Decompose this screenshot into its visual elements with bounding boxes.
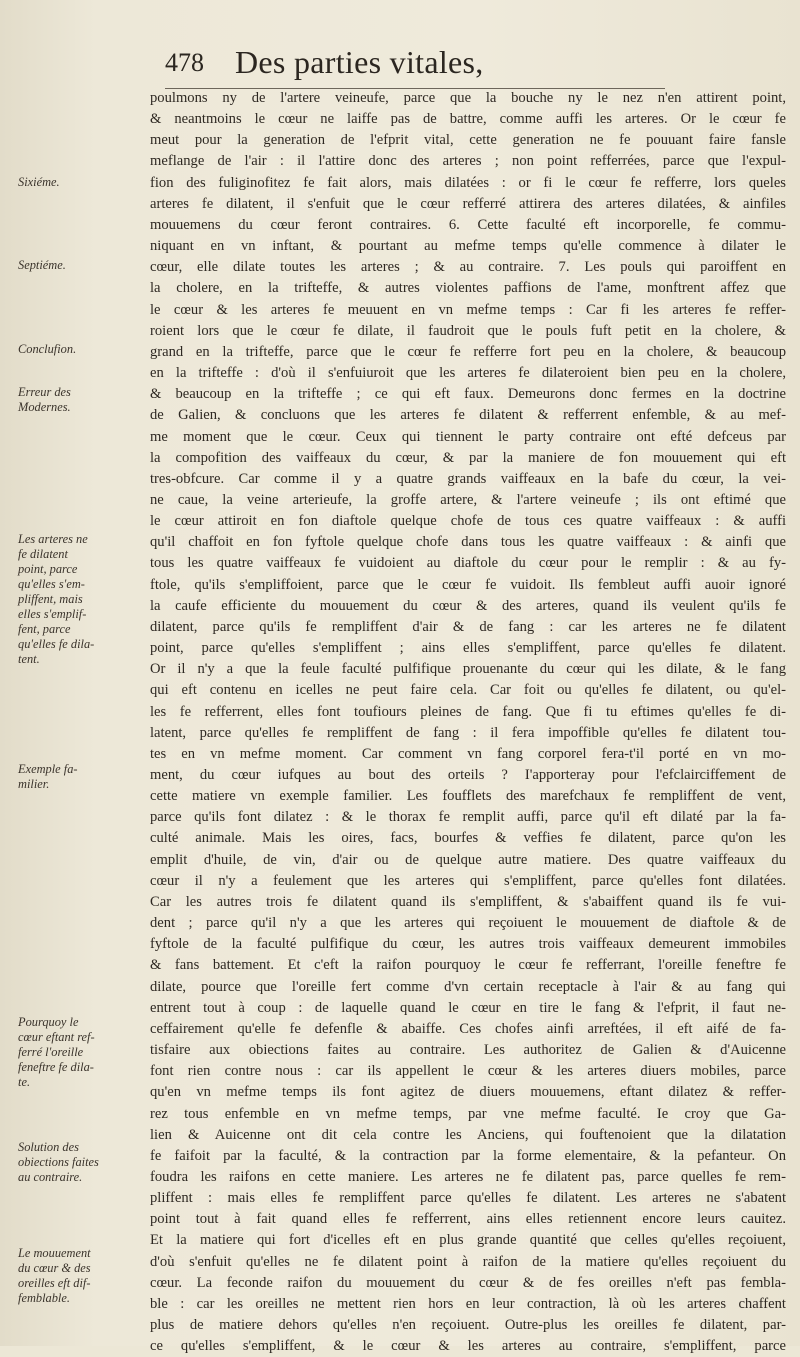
text-line: ble : car les oreilles ne mettent rien hors en leur contraction, là où les arteres chaffent [150, 1295, 786, 1312]
text-line: la cholere, en la trifteffe, & autres violentes paffions de l'ame, monftrent affez que [150, 280, 786, 297]
margin-note-line: au contraire. [18, 1170, 83, 1184]
text-line: le cœur & les arteres fe meuuent en vn mefme temps : Car fi les arteres fe reffer- [150, 301, 786, 318]
margin-note-line: tent. [18, 652, 40, 666]
text-line: la compofition des vaiffeaux du cœur, & par la maniere de fon mouuement qui eft [150, 449, 786, 466]
margin-note-line: Sixiéme. [18, 175, 60, 189]
margin-note-line: Modernes. [18, 400, 71, 414]
text-line: meut pour la generation de l'efprit vital, cette generation ne fe pouuant faire fansle [150, 132, 786, 149]
margin-note-line: oreilles eft dif- [18, 1276, 91, 1290]
text-line: fyftole de la faculté pulfifique du cœur, les autres trois vaiffeaux demeurent immobiles [150, 936, 786, 953]
margin-note-line: te. [18, 1075, 31, 1089]
margin-note-line: point, parce [18, 562, 78, 576]
text-line: dilatent, parce qu'ils fe rempliffent d'air & de fang : car les arteres ne fe dilatent [150, 618, 786, 635]
text-line: tes en vn mefme moment. Car comment vn fang corporel fera-t'il porté en vn mo- [150, 745, 786, 762]
text-line: cœur. La feconde raifon du mouuement du cœur & de fes oreilles n'eft pas fembla- [150, 1274, 786, 1291]
margin-note-line: fent, parce [18, 622, 71, 636]
text-line: culté animale. Mais les oires, facs, bourfes & veffies fe dilatent, parce qu'on les [150, 830, 786, 847]
text-line: tres-obfcure. Car comme il y a quatre grands vaiffeaux en la bafe du cœur, la vei- [150, 470, 786, 487]
text-line: foudra les raifons en cette maniere. Les arteres ne fe dilatent pas, parce quelles fe rem- [150, 1168, 786, 1185]
text-line: & beaucoup en la trifteffe ; ce qui eft faux. Demeurons donc fermes en la doctrine [150, 386, 786, 403]
text-line: qui eft contenu en icelles ne peut faire cela. Car foit ou qu'elles fe dilatent, ou qu'el- [150, 682, 786, 699]
text-line: entrent tout à coup : de laquelle quand le cœur en tire le fang & l'efprit, il faut ne- [150, 999, 786, 1016]
margin-note-pourquoy [18, 1015, 146, 1090]
text-line: les fe refferrent, elles font toufiours pleines de fang. Que fi tu eftimes qu'elles fe di- [150, 703, 786, 720]
text-line: d'où s'enfuit qu'elles ne fe dilatent point à raifon de la matiere qu'elles reçoiuent du [150, 1253, 786, 1270]
text-line: & fans battement. Et c'eft la raifon pourquoy le cœur fe refferrant, l'oreille feneftre fe [150, 957, 786, 974]
margin-note-line: Erreur des [18, 385, 71, 399]
margin-note-line: milier. [18, 777, 50, 791]
text-line: me moment que le cœur. Ceux qui tiennent le party contraire ont efté defceus par [150, 428, 786, 445]
text-line: fion des fuliginofitez fe fait alors, mais dilatées : or fi le cœur fe refferre, lors queles [150, 174, 786, 191]
margin-note-line: fe dilatent [18, 547, 68, 561]
margin-note-line: Le mouuement [18, 1246, 91, 1260]
margin-note-line: elles s'emplif- [18, 607, 87, 621]
text-line: de Galien, & concluons que les arteres fe dilatent & refferrent enfemble, & au mef- [150, 407, 786, 424]
text-line: & neantmoins le cœur ne laiffe pas de battre, comme auffi les arteres. Or le cœur fe [150, 111, 786, 128]
text-line: ce qu'elles s'empliffent, & le cœur & les arteres au contraire, s'empliffent, parce [150, 1338, 786, 1355]
text-line: niquant en vn inftant, & pourtant au mefme temps qu'elle commence à dilater le [150, 238, 786, 255]
text-line: tisfaire aux obiections faites au contraire. Les authoritez de Galien & d'Auicenne [150, 1042, 786, 1059]
margin-note-line: qu'elles s'em- [18, 577, 85, 591]
text-line: arteres fe dilatent, il s'enfuit que le cœur refferré attirera des arteres dilatées, & ainfiles [150, 195, 786, 212]
margin-note-mouvement [18, 1246, 146, 1306]
text-line: cette matiere vn exemple familier. Les foufflets des marefchaux fe rempliffent de vent, [150, 788, 786, 805]
text-line: dilate, pource que l'oreille fert comme d'vn certain receptacle à l'air & au fang qui [150, 978, 786, 995]
text-line: rez tous enfemble en vn mefme temps, par vne mefme faculté. Ie croy que Ga- [150, 1105, 786, 1122]
text-line: point, parce qu'elles s'empliffent ; ains elles s'empliffent, parce qu'elles fe dilatent. [150, 640, 786, 657]
text-line: cœur il n'y a feulement que les arteres qui s'empliffent, parce qu'elles font dilatées. [150, 872, 786, 889]
text-line: cœur, elle dilate toutes les arteres ; & au contraire. 7. Les pouls qui paroiffent en [150, 259, 786, 276]
text-line: ftole, qu'ils s'empliffoient, parce que le cœur fe vuidoit. Ils fembleut auffi auoir ignoré [150, 576, 786, 593]
text-line: mouuemens du cœur feront contraires. 6. Cette faculté eft incorporelle, fe commu- [150, 216, 786, 233]
body-text [150, 88, 786, 1357]
text-line: ne caue, la veine arterieufe, la groffe artere, & l'artere veineufe ; ils ont eftimé que [150, 491, 786, 508]
text-line: tous les quatre vaiffeaux fe vuidoient au diaftole du cœur pour le remplir : & au fy- [150, 555, 786, 572]
margin-note-line: cœur eftant ref- [18, 1030, 95, 1044]
text-line: dent ; parce qu'il n'y a que les arteres qui reçoiuent le mouuement de diaftole & de [150, 915, 786, 932]
text-line: point tout à fait quand elles fe refferrent, ains elles retiennent encore leurs cauitez. [150, 1211, 786, 1228]
margin-note-line: Pourquoy le [18, 1015, 79, 1029]
margin-note-conclusion [18, 342, 146, 357]
text-line: meflange de l'air : il l'attire donc des arteres ; non point refferrées, parce que l'expul- [150, 153, 786, 170]
text-line: Et la matiere qui fort d'icelles eft en plus grande quantité que celles qu'elles reçoiuent, [150, 1232, 786, 1249]
text-line: ment, du cœur iufques au bout des orteils ? I'apporteray pour l'efclairciffement de [150, 767, 786, 783]
page-number: 478 [165, 48, 204, 77]
text-line: la caufe efficiente du mouuement du cœur & des arteres, quand ils veulent qu'ils fe [150, 597, 786, 614]
margin-note-line: Septiéme. [18, 258, 66, 272]
margin-note-exemple [18, 762, 146, 792]
text-line: plus de matiere dehors qu'elles n'en reçoiuent. Outre-plus les oreilles fe dilatent, par- [150, 1317, 786, 1334]
margin-note-line: pliffent, mais [18, 592, 83, 606]
margin-note-line: du cœur & des [18, 1261, 91, 1275]
margin-note-line: Conclufion. [18, 342, 77, 356]
margin-note-line: feneftre fe dila- [18, 1060, 94, 1074]
text-line: lien & Auicenne ont dit cela contre les Anciens, qui fouftenoient que la dilatation [150, 1126, 786, 1143]
margin-note-line: Les arteres ne [18, 532, 88, 546]
text-line: en la trifteffe : d'où il s'enfuiuroit que les arteres fe dilateroient bien peu en la cholere, [150, 365, 786, 382]
margin-note-erreur [18, 385, 146, 415]
text-line: emplit d'huile, de vin, d'air ou de quelque autre matiere. Des quatre vaiffeaux du [150, 851, 786, 868]
text-line: qu'il chaffoit en fon fyftole quelque chofe dans tous les quatre vaiffeaux : & ainfi que [150, 534, 786, 551]
margin-note-line: femblable. [18, 1291, 70, 1305]
text-line: poulmons ny de l'artere veineufe, parce que la bouche ny le nez n'en attirent point, [150, 90, 786, 106]
text-line: qu'en vn mefme temps ils font agitez de diuers mouuemens, eftant dilatez & reffer- [150, 1084, 786, 1101]
text-line: fe faifoit par la faculté, & la contraction par la forme elementaire, & la pefanteur. On [150, 1147, 786, 1164]
margin-note-line: ferré l'oreille [18, 1045, 84, 1059]
text-line: roient lors que le cœur fe dilate, il faudroit que le pouls fuft petit en la cholere, & [150, 322, 786, 339]
margin-note-line: Exemple fa- [18, 762, 78, 776]
text-line: font rien contre nous : car ils appellent le cœur & les arteres diuers mobiles, parce [150, 1063, 786, 1080]
margin-note-line: qu'elles fe dila- [18, 637, 95, 651]
text-line: latent, parce qu'elles fe rempliffent de fang : il fera impoffible qu'elles fe dilatent tou- [150, 724, 786, 741]
running-head: Des parties vitales, [235, 44, 484, 80]
page-header [165, 44, 665, 89]
margin-note-line: Solution des [18, 1140, 79, 1154]
margin-note-sixieme [18, 175, 146, 190]
text-line: parce qu'ils font dilatez : & le thorax fe remplit auffi, parce qu'il eft dilaté par la fa- [150, 809, 786, 826]
text-line: grand en la trifteffe, parce que le cœur fe refferre fort peu en la cholere, & beaucoup [150, 343, 786, 360]
text-line: ceffairement qu'elle fe defenfle & abaiffe. Ces chofes ainfi arreftées, il eft aifé de fa- [150, 1020, 786, 1037]
text-line: Car les autres trois fe dilatent quand ils s'empliffent, & s'abaiffent quand ils fe vui- [150, 893, 786, 910]
margin-note-septieme [18, 258, 146, 273]
margin-note-solution [18, 1140, 146, 1185]
text-line: le cœur attiroit en fon diaftole quelque chofe de tous ces quatre vaiffeaux : & auffi [150, 513, 786, 530]
margin-note-arteres [18, 532, 146, 667]
text-line: Or il n'y a que la feule faculté pulfifique prouenante du cœur qui les dilate, & le fang [150, 661, 786, 678]
text-line: pliffent : mais elles fe rempliffent parce qu'elles fe dilatent. Les arteres ne s'abatent [150, 1190, 786, 1207]
margin-note-line: obiections faites [18, 1155, 99, 1169]
